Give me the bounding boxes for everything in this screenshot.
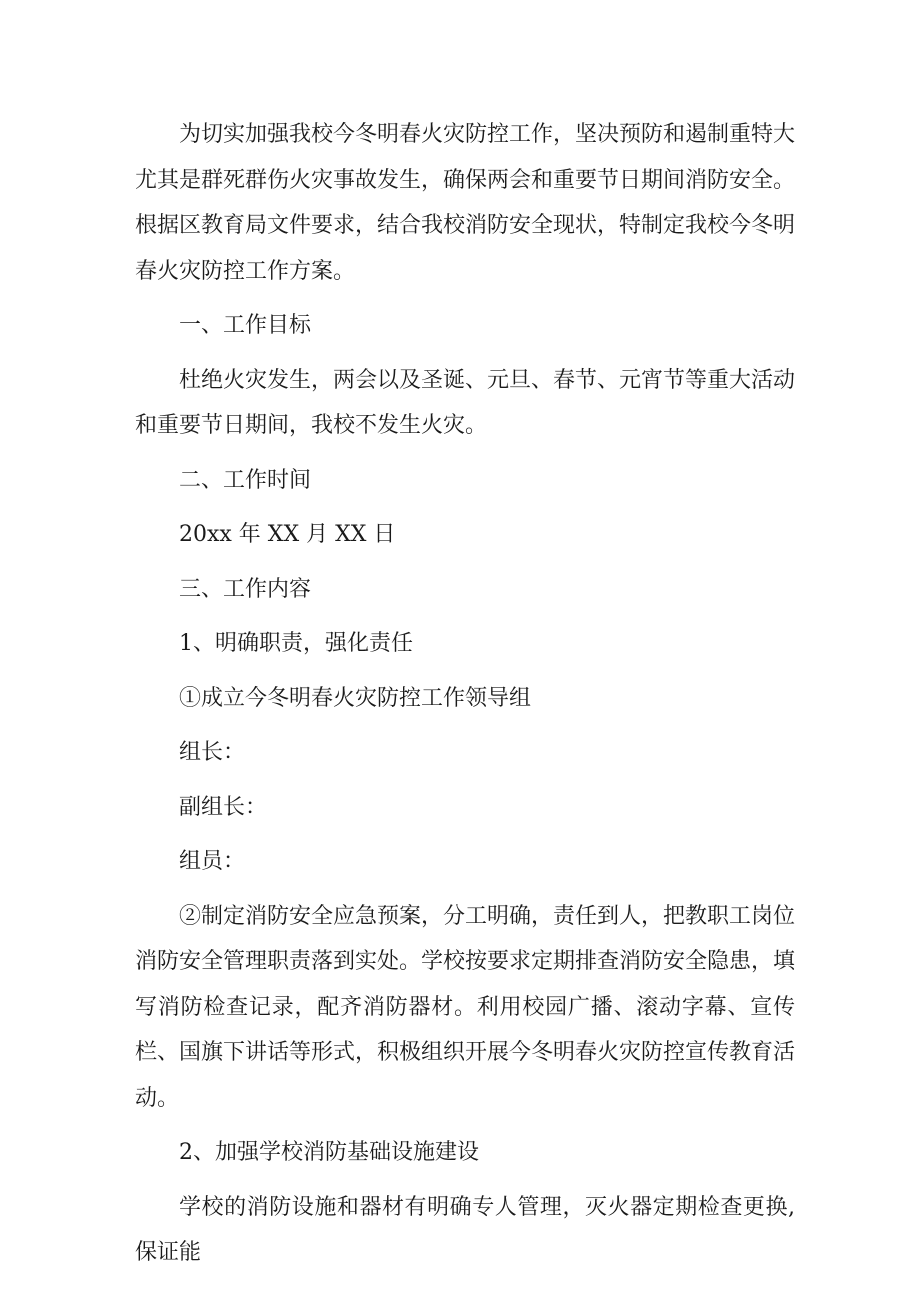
section-heading-content: 三、工作内容 xyxy=(179,576,312,602)
section-heading-time: 二、工作时间 xyxy=(179,467,312,493)
work-date: 20xx 年 XX 月 XX 日 xyxy=(179,522,396,547)
document-body xyxy=(135,112,795,1276)
group-members-label: 组员： xyxy=(179,849,246,874)
goal-paragraph: 杜绝火灾发生，两会以及圣诞、元旦、春节、元宵节等重大活动和重要节日期间，我校不发生火灾。 xyxy=(135,367,796,438)
facilities-paragraph: 学校的消防设施和器材有明确专人管理，灭火器定期检查更换,保证能 xyxy=(135,1194,795,1265)
subsection-heading-duties: 1、明确职责，强化责任 xyxy=(179,631,413,656)
group-leader-label: 组长： xyxy=(179,740,246,765)
emergency-plan-paragraph: ②制定消防安全应急预案，分工明确，责任到人，把教职工岗位消防安全管理职责落到实处。学校按要求定期排查消防安全隐患，填写消防检查记录，配齐消防器材。利用校园广播、滚动字幕、宣传栏、国旗下讲话等形式，积极组织开展今冬明春火灾防控宣传教育活动。 xyxy=(135,903,796,1111)
intro-paragraph: 为切实加强我校今冬明春火灾防控工作，坚决预防和遏制重特大尤其是群死群伤火灾事故发生，确保两会和重要节日期间消防安全。根据区教育局文件要求，结合我校消防安全现状，特制定我校今冬明春火灾防控工作方案。 xyxy=(135,122,796,284)
item-leadership-group: ①成立今冬明春火灾防控工作领导组 xyxy=(179,685,532,711)
deputy-leader-label: 副组长： xyxy=(179,794,268,820)
section-heading-goal: 一、工作目标 xyxy=(179,313,312,338)
subsection-heading-facilities: 2、加强学校消防基础设施建设 xyxy=(179,1140,479,1165)
